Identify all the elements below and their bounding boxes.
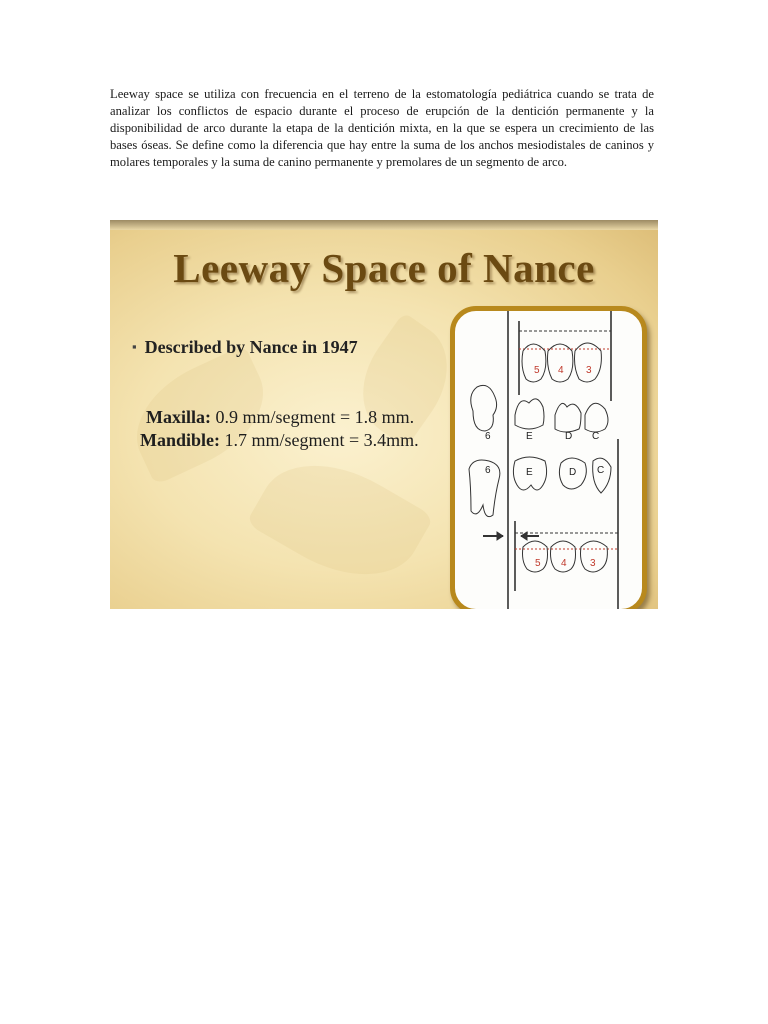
mandible-label: Mandible:	[140, 430, 221, 450]
maxilla-value: 0.9 mm/segment = 1.8 mm.	[215, 407, 415, 427]
maxilla-label: Maxilla:	[146, 407, 211, 427]
label-lower-5: 5	[535, 558, 541, 569]
bullet-text: Described by Nance in 1947	[144, 337, 358, 357]
tooth-upper-molar-6	[471, 385, 497, 431]
tooth-upper-E	[515, 399, 544, 429]
tooth-upper-5	[522, 344, 546, 382]
label-lower-4: 4	[561, 558, 567, 569]
maxilla-line	[146, 407, 414, 428]
tooth-diagram	[450, 306, 647, 609]
label-lower-D: D	[569, 467, 577, 478]
label-lower-3: 3	[590, 558, 596, 569]
tooth-upper-D	[555, 403, 581, 432]
label-upper-5: 5	[534, 365, 540, 376]
label-lower-E: E	[526, 467, 533, 478]
tooth-upper-4	[548, 344, 573, 382]
body-paragraph: Leeway space se utiliza con frecuencia en el terreno de la estomatología pediátrica cuando se trata de analizar los conflictos de espacio durante el proceso de erupción de la dentición permanente y la disponibilidad de arco durante la etapa de la dentición mixta, en la que se espera un crecimiento de las bases óseas. Se define como la diferencia que hay entre la suma de los anchos mesiodistales de caninos y molares temporales y la suma de canino permanente y premolares de un segmento de arco.	[110, 87, 654, 169]
label-upper-primary-6: 6	[485, 431, 491, 442]
label-upper-4: 4	[558, 365, 564, 376]
bullet-icon: ▪	[132, 339, 137, 354]
mandible-line	[140, 430, 419, 451]
label-lower-primary-6: 6	[485, 465, 491, 476]
slide-image	[110, 220, 658, 609]
tooth-upper-C	[585, 403, 608, 432]
label-upper-C: C	[592, 431, 600, 442]
slide-title: Leeway Space of Nance	[173, 245, 595, 291]
label-upper-3: 3	[586, 365, 592, 376]
label-upper-E: E	[526, 431, 533, 442]
slide-top-band	[110, 220, 658, 230]
arrow-head	[497, 532, 503, 540]
label-upper-D: D	[565, 431, 573, 442]
mandible-value: 1.7 mm/segment = 3.4mm.	[224, 430, 419, 450]
tooth-diagram-svg	[455, 311, 642, 609]
bullet-item	[132, 337, 358, 358]
background-leaf	[246, 437, 435, 604]
label-lower-C: C	[597, 465, 605, 476]
